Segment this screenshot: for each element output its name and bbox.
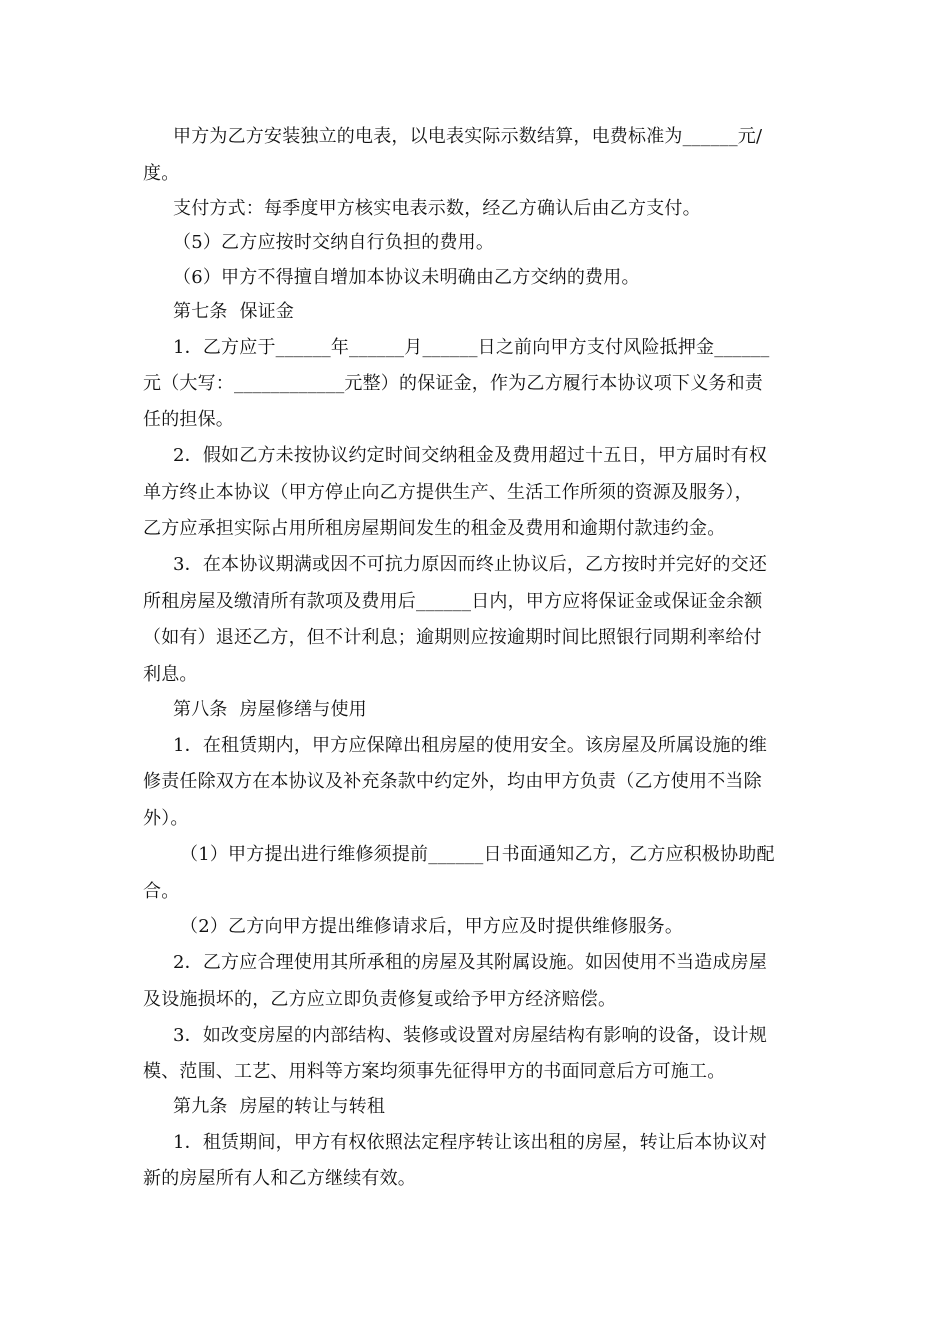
paragraph-line: 3．如改变房屋的内部结构、装修或设置对房屋结构有影响的设备，设计规 [173,1025,768,1046]
paragraph-line: 度。 [143,163,180,184]
paragraph-line: 利息。 [143,664,198,685]
paragraph-line: （6）甲方不得擅自增加本协议未明确由乙方交纳的费用。 [173,267,640,288]
paragraph-line: 2．乙方应合理使用其所承租的房屋及其附属设施。如因使用不当造成房屋 [173,952,768,973]
paragraph-line: 1．租赁期间，甲方有权依照法定程序转让该出租的房屋，转让后本协议对 [173,1132,768,1153]
paragraph-line: 乙方应承担实际占用所租房屋期间发生的租金及费用和逾期付款违约金。 [143,518,726,539]
paragraph-line: 修责任除双方在本协议及补充条款中约定外，均由甲方负责（乙方使用不当除 [143,771,762,792]
paragraph-line: 合。 [143,881,180,902]
section-heading: 第七条 保证金 [173,301,295,322]
paragraph-line: 新的房屋所有人和乙方继续有效。 [143,1168,416,1189]
section-heading: 第九条 房屋的转让与转租 [173,1096,386,1117]
paragraph-line: 甲方为乙方安装独立的电表，以电表实际示数结算，电费标准为______元/ [173,126,763,147]
paragraph-line: 元（大写：____________元整）的保证金，作为乙方履行本协议项下义务和责 [143,373,763,394]
section-heading: 第八条 房屋修缮与使用 [173,699,367,720]
paragraph-line: 3．在本协议期满或因不可抗力原因而终止协议后，乙方按时并完好的交还 [173,554,768,575]
paragraph-line: 单方终止本协议（甲方停止向乙方提供生产、生活工作所须的资源及服务）， [143,482,753,503]
paragraph-line: 外）。 [143,808,189,829]
paragraph-line: 及设施损坏的，乙方应立即负责修复或给予甲方经济赔偿。 [143,989,617,1010]
paragraph-line: 1．乙方应于______年______月______日之前向甲方支付风险抵押金______ [173,337,770,358]
paragraph-line: （如有）退还乙方，但不计利息；逾期则应按逾期时间比照银行同期利率给付 [143,627,762,648]
paragraph-line: （1）甲方提出进行维修须提前______日书面通知乙方，乙方应积极协助配 [180,844,775,865]
paragraph-line: 所租房屋及缴清所有款项及费用后______日内，甲方应将保证金或保证金余额 [143,591,763,612]
paragraph-line: 1．在租赁期内，甲方应保障出租房屋的使用安全。该房屋及所属设施的维 [173,735,768,756]
paragraph-line: 支付方式：每季度甲方核实电表示数，经乙方确认后由乙方支付。 [173,198,701,219]
paragraph-line: （2）乙方向甲方提出维修请求后，甲方应及时提供维修服务。 [180,916,684,937]
paragraph-line: 模、范围、工艺、用料等方案均须事先征得甲方的书面同意后方可施工。 [143,1061,726,1082]
paragraph-line: 任的担保。 [143,409,234,430]
paragraph-line: （5）乙方应按时交纳自行负担的费用。 [173,232,495,253]
paragraph-line: 2．假如乙方未按协议约定时间交纳租金及费用超过十五日，甲方届时有权 [173,445,768,466]
